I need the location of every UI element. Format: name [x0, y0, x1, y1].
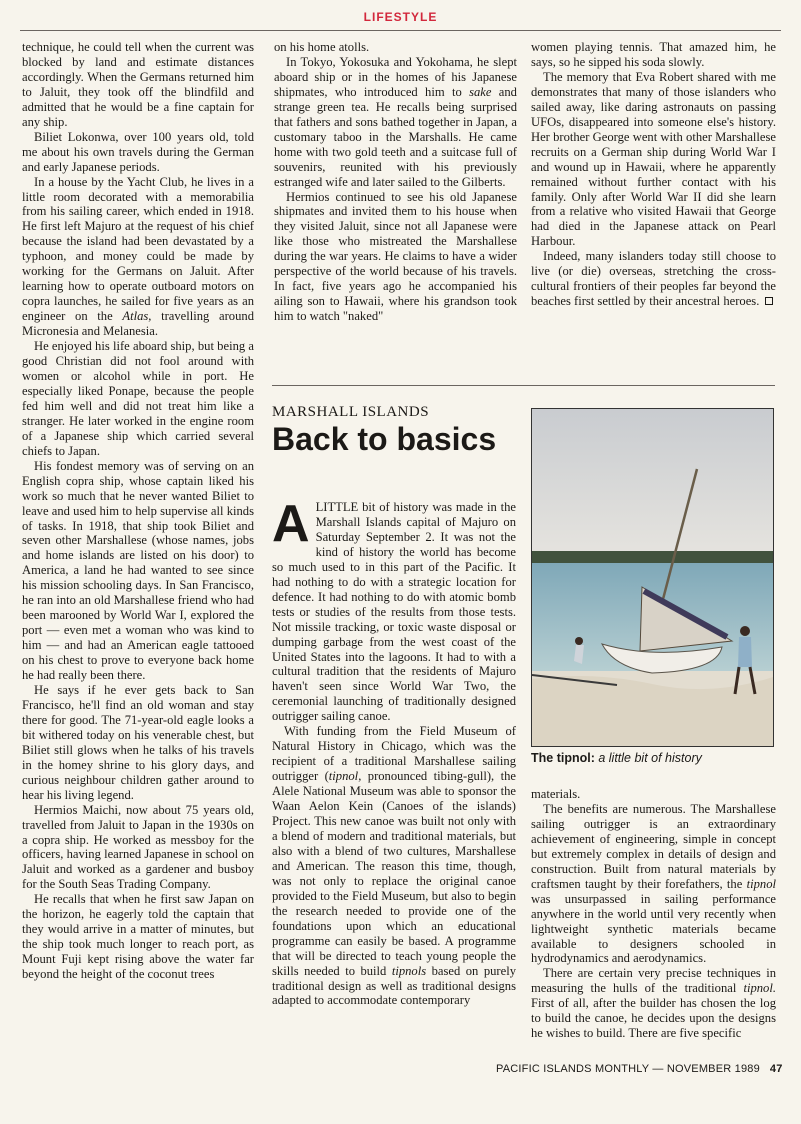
paragraph: materials.: [531, 787, 581, 801]
paragraph: Biliet Lokonwa, over 100 years old, told me about his own travels during the German and early Japanese periods.: [22, 129, 254, 174]
paragraph: In a house by the Yacht Club, he lives in a little room decorated with a memorabilia from his sailing career, which ended in 1918. He first left Majuro at the request of his chief because the island had been devastated by a typhoon, and money could be made by working for the Germans on Jaluit. After learning how to operate outboard motors on copra launches, he sailed for five years as an engineer on the Atlas, travelling around Micronesia and Melanesia.: [22, 174, 254, 339]
paragraph: He recalls that when he first saw Japan on the horizon, he eagerly told the captain that they would arrive in a matter of minutes, but the ship took much longer to reach port, as Mount Fuji kept rising above the water far beyond the height of the coconut trees: [22, 892, 254, 982]
paragraph: In Tokyo, Yokosuka and Yokohama, he slept aboard ship or in the homes of his Japanese shipmates, who introduced him to sake and strange green tea. He recalls being surprised that fathers and sons bathed together in Japan, a customary taboo in the Marshalls. He came home with two gold teeth and a suitcase full of souvenirs, reunited with his previously estranged wife and later sailed to the Gilberts.: [274, 54, 517, 189]
article-column-3: [531, 40, 776, 309]
drop-cap: A: [272, 495, 310, 553]
section-label: LIFESTYLE: [363, 10, 438, 24]
paragraph: He says if he ever gets back to San Francisco, he'll find an old woman and stay there for good. The 71-year-old eagle looks a bit withered today on his venerable chest, but Biliet still glows when he talks of his travels in the homey shrine to his glory days, and curious neighbour children gather around to hear his living legend.: [22, 682, 254, 802]
article-kicker: MARSHALL ISLANDS: [272, 404, 430, 420]
canoe-photo: [531, 408, 774, 747]
paragraph: on his home atolls.: [274, 40, 370, 54]
article-headline: Back to basics: [272, 421, 497, 457]
paragraph: ALITTLE bit of history was made in the Marshall Islands capital of Majuro on Saturday September 2. It was not the kind of history the world has become so much used to in this part of the Pacific. It had nothing to do with a strategic location for defence. It had nothing to do with atomic bomb tests or studies of the results from those tests. Not missile tracking, or toxic waste disposal or dumping garbage from the west coast of the United States into the lagoons. It had to with a cultural tradition that the residents of Majuro haven't seen since World War Two, the ceremonial launching of traditionally designed outrigger sailing canoe.: [272, 495, 516, 724]
page-number: 47: [769, 1063, 783, 1075]
paragraph: His fondest memory was of serving on an English copra ship, whose captain liked his work so much that he never wanted Biliet to leave and used him to help supervise all kinds of tasks. In 1918, that ship took Biliet and seven other Marshallese (whose names, jobs and home islands are listed on his door) to America, a land he had wanted to see since his mission schooling days. In San Francisco, he ran into an old Marshallese friend who had been marooned by World War I, explored the port — even met a woman who was kind to him — and had an American eagle tattooed on his chest to prove to everyone back home he had really been there.: [22, 458, 254, 683]
photo-caption: The tipnol: a little bit of history: [531, 751, 702, 765]
paragraph: There are certain very precise techniques in measuring the hulls of the traditional tipnol. First of all, after the builder has chosen the log to build the canoe, he decides upon the designs he wishes to build. There are five specific: [531, 966, 776, 1041]
paragraph: The memory that Eva Robert shared with me demonstrates that many of those islanders who sailed away, like daring astronauts on passing UFOs, disappeared into someone else's history. Her brother George went with other Marshallese recruits on a German ship during World War I and wound up in Hawaii, where he apparently remained without further contact with his family. Only after World War II did she learn from a relative who visited Hawaii that George had died in the Japanese attack on Pearl Harbour.: [531, 69, 776, 249]
article-divider: [272, 385, 775, 386]
paragraph: technique, he could tell when the current was blocked by land and estimate distances accordingly. When the Germans returned him to Jaluit, they took off the blindfild and admitted that he would be a fine captain for any ship.: [22, 40, 254, 129]
article-column-5: [531, 787, 776, 1041]
paragraph: Hermios Maichi, now about 75 years old, travelled from Jaluit to Japan in the 1930s on a copra ship. He worked as messboy for the officers, having learned Japanese in school on Jaluit and worked as a gardener and busboy for the South Seas Trading Company.: [22, 802, 254, 892]
article-column-2: [274, 40, 517, 324]
page-footer: [496, 1063, 783, 1075]
publication-line: PACIFIC ISLANDS MONTHLY — NOVEMBER 1989: [496, 1063, 760, 1075]
paragraph: Hermios continued to see his old Japanese shipmates and invited them to his house when they visited Jaluit, since not all Japanese were like those who mistreated the Marshallese during the war years. He claims to have a wider perspective of the world because of his travels. In fact, five years ago he accompanied his ailing son to Hawaii, where his grandson took him to watch "naked": [274, 189, 517, 324]
article-column-1: [22, 40, 254, 982]
paragraph: women playing tennis. That amazed him, he says, so he sipped his soda slowly.: [531, 40, 776, 69]
paragraph: The benefits are numerous. The Marshallese sailing outrigger is an extraordinary achievement of engineering, simple in concept but extremely complex in details of design and construction. Built from natural materials by craftsmen taught by their forefathers, the tipnol was unsurpassed in sailing performance anywhere in the world until very recently when lightweight synthetic materials became available to designers schooled in hydrodynamics and aerodynamics.: [531, 801, 776, 966]
end-of-article-mark: [765, 297, 773, 305]
paragraph: Indeed, many islanders today still choose to live (or die) overseas, stretching the cross-cultural frontiers of their peoples far beyond the beaches first settled by their ancestral heroes.: [531, 249, 776, 309]
header-rule: [20, 30, 781, 31]
paragraph: He enjoyed his life aboard ship, but being a good Christian did not fool around with women or alcohol while in port. He especially liked Ponape, because the people fed him well and did not treat him like a stranger. He later worked in the engine room of a Japanese ship which carried several chiefs to Japan.: [22, 339, 254, 458]
article-column-4: [272, 495, 516, 1008]
paragraph: With funding from the Field Museum of Natural History in Chicago, which was the recipient of a traditional Marshallese sailing outrigger (tipnol, pronounced tibing-gull), the Alele National Museum was able to sponsor the Waan Aelon Kein (Canoes of the islands) Project. This new canoe was built not only with a blend of modern and traditional materials, but also with a blend of two cultures, Marshallese and American. The reason this time, though, was not only to replace the original canoe provided to the Field Museum, but also to begin the research needed to provide one of the foundations upon which an educational programme can easily be based. A programme that will be directed to teach young people the skills needed to build tipnols based on purely traditional design as well as traditional designs adapted to accommodate contemporary: [272, 724, 516, 1008]
